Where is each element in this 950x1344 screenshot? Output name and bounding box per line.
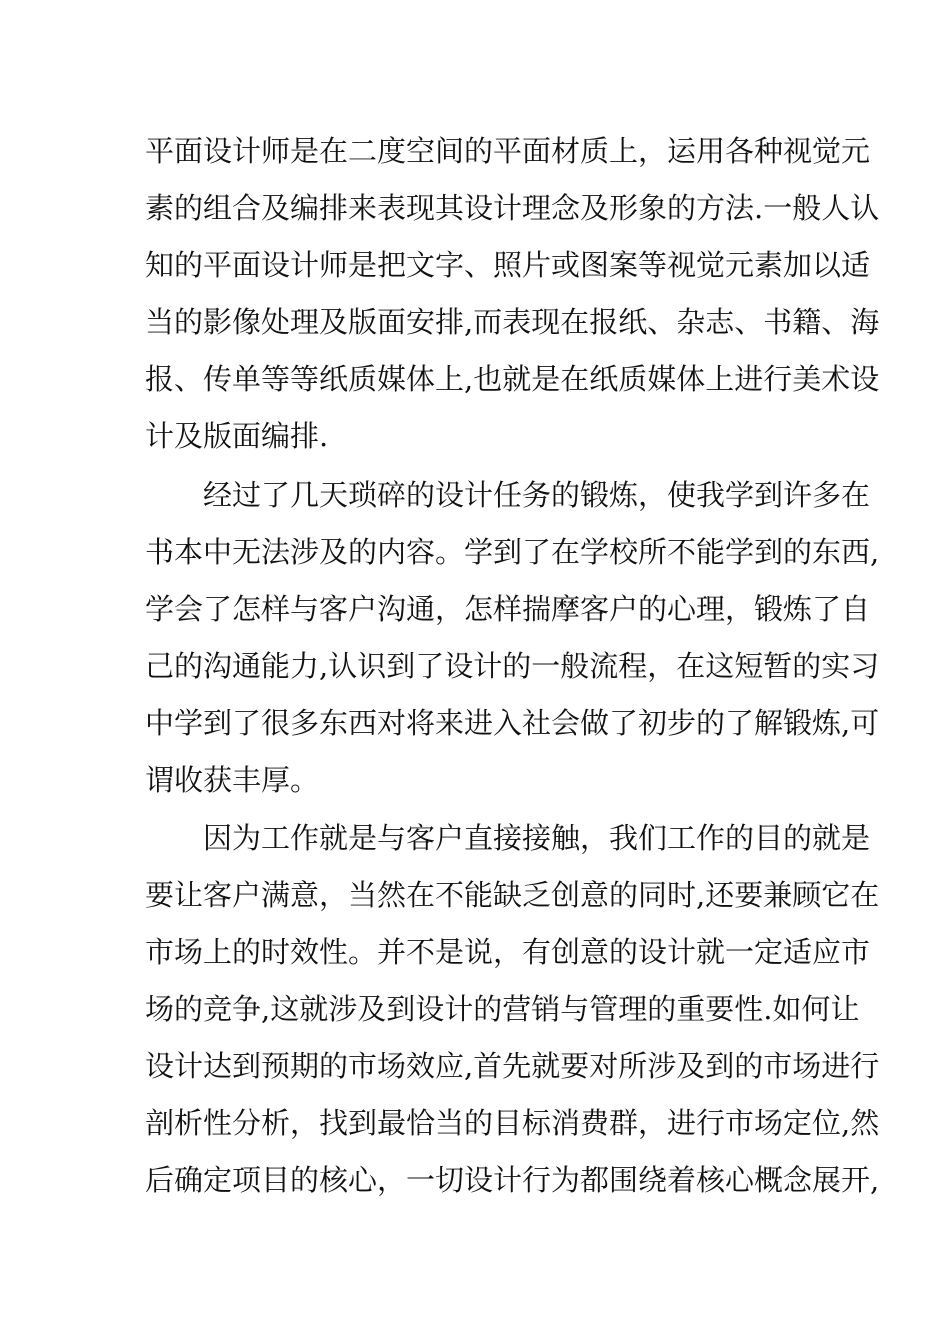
text-line: 谓收获丰厚。: [145, 763, 320, 797]
text-line: 学会了怎样与客户沟通，怎样揣摩客户的心理，锻炼了自: [145, 592, 871, 626]
text-line: 知的平面设计师是把文字、照片或图案等视觉元素加以适: [145, 248, 871, 282]
text-line: 己的沟通能力,认识到了设计的一般流程，在这短暂的实习: [145, 649, 880, 683]
paragraph-first-line: 经过了几天琐碎的设计任务的锻炼，使我学到许多在: [203, 478, 871, 512]
text-line: 当的影像处理及版面安排,而表现在报纸、杂志、书籍、海: [145, 305, 880, 339]
text-line: 设计达到预期的市场效应,首先就要对所涉及到的市场进行: [145, 1049, 880, 1083]
text-line: 剖析性分析，找到最恰当的目标消费群，进行市场定位,然: [145, 1106, 880, 1140]
text-line: 报、传单等等纸质媒体上,也就是在纸质媒体上进行美术设: [145, 362, 880, 396]
text-line: 市场上的时效性。并不是说，有创意的设计就一定适应市: [145, 935, 871, 969]
text-line: 素的组合及编排来表现其设计理念及形象的方法.一般人认: [145, 191, 880, 225]
text-line: 场的竞争,这就涉及到设计的营销与管理的重要性.如何让: [145, 992, 860, 1026]
text-line: 计及版面编排.: [145, 419, 329, 453]
text-line: 平面设计师是在二度空间的平面材质上，运用各种视觉元: [145, 134, 871, 168]
text-line: 后确定项目的核心，一切设计行为都围绕着核心概念展开,: [145, 1163, 880, 1197]
text-line: 中学到了很多东西对将来进入社会做了初步的了解锻炼,可: [145, 706, 880, 740]
text-line: 要让客户满意，当然在不能缺乏创意的同时,还要兼顾它在: [145, 878, 880, 912]
paragraph-first-line: 因为工作就是与客户直接接触，我们工作的目的就是: [203, 821, 871, 855]
text-line: 书本中无法涉及的内容。学到了在学校所不能学到的东西,: [145, 535, 880, 569]
